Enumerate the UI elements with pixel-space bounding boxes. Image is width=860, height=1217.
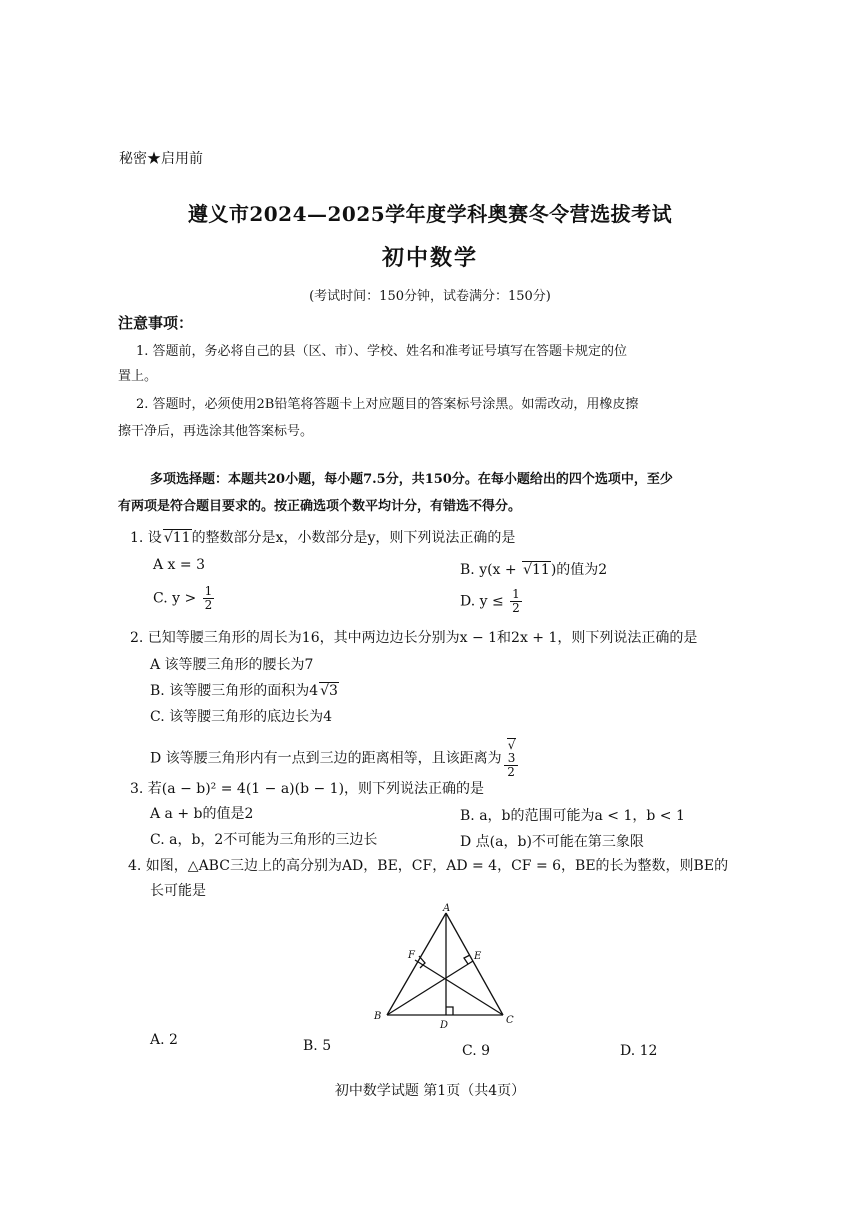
q1-stem: [130, 527, 515, 547]
q3-option-c: C. a，b，2不可能为三角形的三边长: [150, 832, 378, 848]
q2-stem: 2. 已知等腰三角形的周长为16，其中两边边长分别为x − 1和2x + 1，则下列说法正确的是: [130, 630, 698, 646]
altitude-cf: [415, 960, 503, 1015]
label-f: F: [408, 950, 415, 961]
q4-option-a: A. 2: [150, 1032, 178, 1048]
q1-d-num: 1: [512, 587, 520, 601]
q2-option-b: [150, 680, 339, 700]
q1-b-sqrt: √11: [523, 562, 550, 578]
q1-sqrt-value: 11: [172, 530, 191, 546]
right-angle-d: [446, 1007, 453, 1015]
q1-option-b: [460, 559, 607, 579]
page-footer: 初中数学试题 第1页（共4页）: [334, 1083, 526, 1099]
note-line-4: 擦干净后，再选涂其他答案标号。: [118, 424, 314, 439]
q4-option-c: C. 9: [462, 1043, 491, 1059]
note-line-1: 1. 答题前，务必将自己的县（区、市）、学校、姓名和准考证号填写在答题卡规定的位: [136, 344, 628, 359]
label-e: E: [474, 951, 482, 962]
q3-option-a: A a + b的值是2: [150, 806, 254, 822]
q4-stem-2: 长可能是: [150, 883, 206, 899]
q3-option-d: D 点(a，b)不可能在第三象限: [460, 834, 644, 850]
q1-d-frac: [510, 588, 522, 615]
q1-option-c: [153, 585, 216, 612]
q1-option-d: [460, 588, 524, 615]
q1-stem-b: 的整数部分是x，小数部分是y，则下列说法正确的是: [191, 530, 516, 546]
q2-d-frac: [504, 738, 519, 779]
q2-option-a: A 该等腰三角形的腰长为7: [150, 657, 314, 673]
side-ab: [387, 913, 446, 1015]
secret-label: 秘密★启用前: [119, 151, 203, 167]
label-d: D: [440, 1020, 449, 1031]
exam-title: 遵义市2024—2025学年度学科奥赛冬令营选拔考试: [187, 202, 673, 226]
q1-b-text-2: )的值为2: [550, 562, 608, 578]
q3-stem: 3. 若(a − b)² = 4(1 − a)(b − 1)，则下列说法正确的是: [130, 781, 485, 797]
q2-d-num-value: 3: [507, 751, 516, 765]
q2-option-d: [150, 738, 520, 779]
q1-c-num: 1: [204, 584, 213, 598]
right-angle-e: [464, 955, 470, 964]
label-a: A: [443, 903, 451, 914]
exam-info: (考试时间：150分钟，试卷满分：150分): [309, 289, 551, 304]
section-intro-1: 多项选择题：本题共20小题，每小题7.5分，共150分。在每小题给出的四个选项中，至少: [150, 472, 673, 487]
q1-sqrt: √11: [163, 530, 191, 546]
notes-heading: 注意事项：: [118, 314, 194, 332]
q2-b-sqrt: √3: [320, 683, 338, 699]
q1-c-text: C. y >: [153, 590, 201, 607]
note-line-3: 2. 答题时，必须使用2B铅笔将答题卡上对应题目的答案标号涂黑。如需改动，用橡皮擦: [136, 397, 639, 412]
q1-option-a: A x = 3: [153, 557, 205, 573]
section-intro-2: 有两项是符合题目要求的。按正确选项个数平均计分，有错选不得分。: [118, 499, 522, 514]
q2-b-text: B. 该等腰三角形的面积为4: [150, 683, 319, 699]
q2-option-c: C. 该等腰三角形的底边长为4: [150, 709, 333, 725]
q2-d-den: 2: [507, 765, 515, 779]
triangle-diagram: [360, 903, 520, 1033]
q2-d-text: D 该等腰三角形内有一点到三边的距离相等，且该距离为: [150, 750, 502, 767]
label-b: B: [374, 1011, 382, 1022]
side-ac: [446, 913, 503, 1015]
label-c: C: [506, 1015, 514, 1026]
note-line-2: 置上。: [118, 369, 158, 384]
q1-d-text: D. y ≤: [460, 593, 509, 610]
q4-option-d: D. 12: [620, 1043, 658, 1059]
q2-b-sqrt-value: 3: [329, 683, 338, 699]
q1-c-frac: [203, 585, 215, 612]
subject-title: 初中数学: [381, 245, 478, 271]
q1-b-sqrt-value: 11: [532, 562, 550, 578]
q4-option-b: B. 5: [303, 1038, 332, 1054]
q4-stem-1: 4. 如图，△ABC三边上的高分别为AD，BE，CF，AD = 4，CF = 6，BE的长为整数，则BE的: [128, 858, 729, 874]
q1-d-den: 2: [512, 601, 520, 615]
q1-stem-a: 1. 设: [130, 530, 162, 546]
q3-option-b: B. a，b的范围可能为a < 1，b < 1: [460, 808, 685, 824]
q2-d-num: √ 3: [504, 738, 519, 766]
q1-b-text: B. y(x +: [460, 562, 522, 578]
q1-c-den: 2: [204, 598, 213, 612]
